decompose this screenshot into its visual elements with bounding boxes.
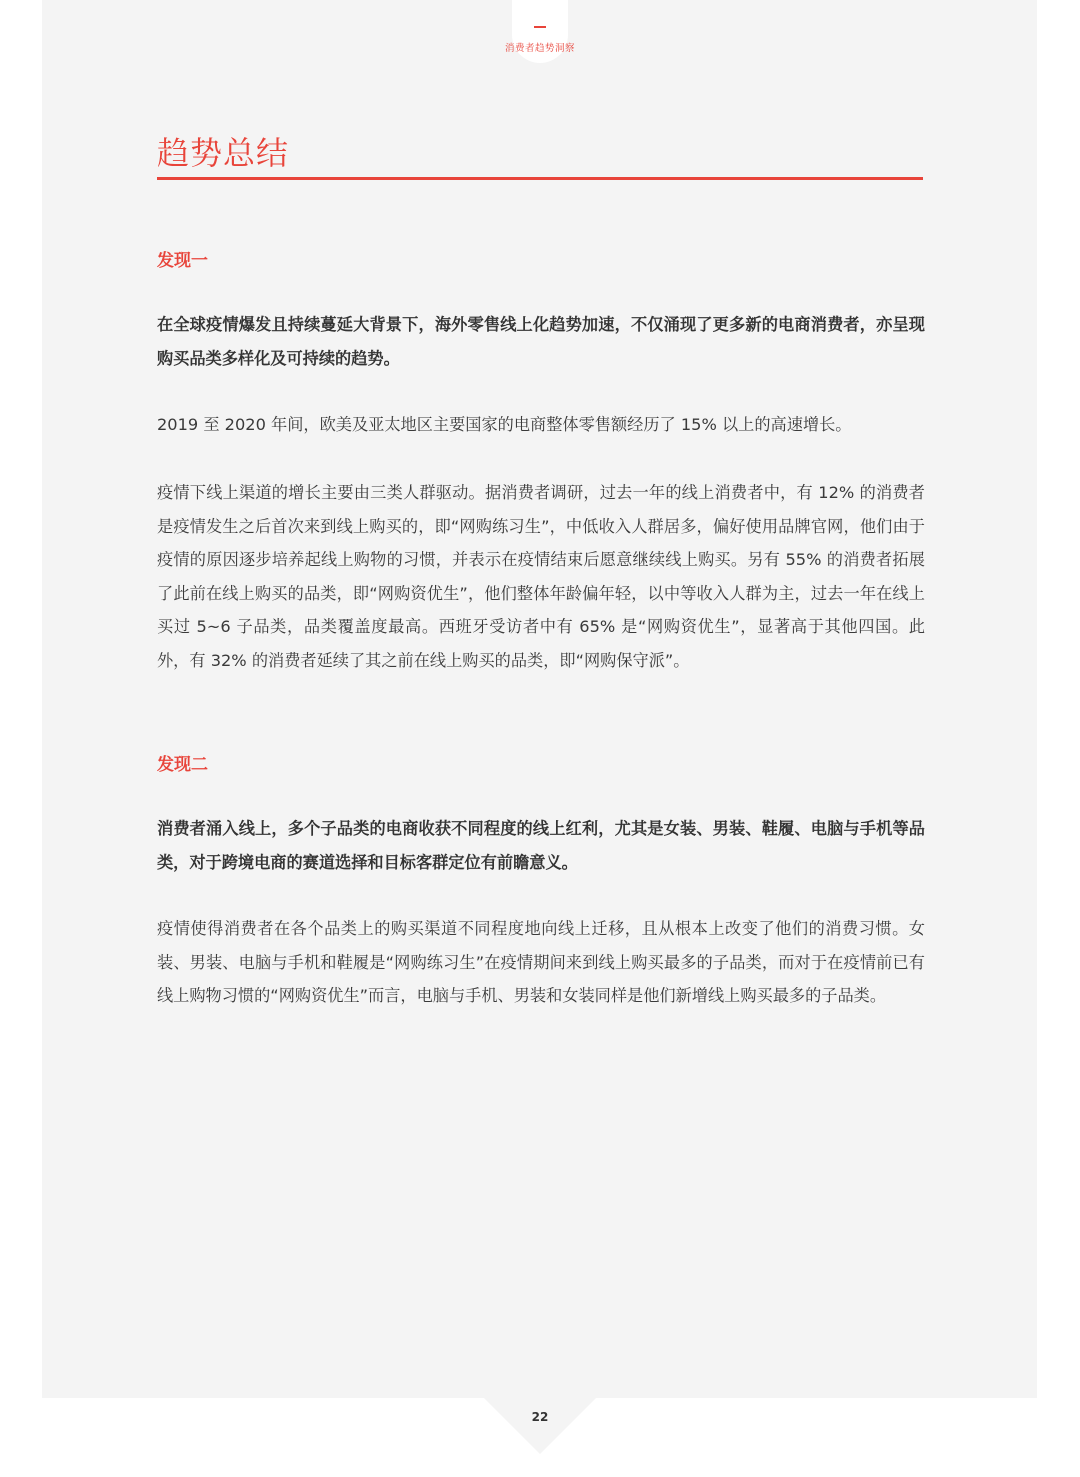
header-dash-mark [534,26,546,28]
finding-1-paragraph-2: 2019 至 2020 年间，欧美及亚太地区主要国家的电商整体零售额经历了 15% 以上的高速增长。 [157,415,852,434]
finding-1-summary: 在全球疫情爆发且持续蔓延大背景下，海外零售线上化趋势加速，不仅涌现了更多新的电商消费者，亦呈现购买品类多样化及可持续的趋势。 [157,315,925,368]
footer-notch [484,1398,596,1454]
page-number: 22 [531,1410,549,1424]
page-title: 趋势总结 [157,134,290,172]
finding-1-paragraph-3: 疫情下线上渠道的增长主要由三类人群驱动。据消费者调研，过去一年的线上消费者中，有 12% 的消费者是疫情发生之后首次来到线上购买的，即“网购练习生”，中低收入人群居多，偏好使用品牌官网，他们由于疫情的原因逐步培养起线上购物的习惯，并表示在疫情结束后愿意继续线上购买。另有 55% 的消费者拓展了此前在线上购买的品类，即“网购资优生”，他们整体年龄偏年轻，以中等收入人群为主，过去一年在线上买过 5~6 子品类，品类覆盖度最高。西班牙受访者中有 65% 是“网购资优生”，显著高于其他四国。此外，有 32% 的消费者延续了其之前在线上购买的品类，即“网购保守派”。 [157,483,925,670]
finding-2-paragraph-2: 疫情使得消费者在各个品类上的购买渠道不同程度地向线上迁移，且从根本上改变了他们的消费习惯。女装、男装、电脑与手机和鞋履是“网购练习生”在疫情期间来到线上购买最多的子品类，而对于在疫情前已有线上购物习惯的“网购资优生”而言，电脑与手机、男装和女装同样是他们新增线上购买最多的子品类。 [157,919,925,1006]
finding-2-summary: 消费者涌入线上，多个子品类的电商收获不同程度的线上红利，尤其是女装、男装、鞋履、电脑与手机等品类，对于跨境电商的赛道选择和目标客群定位有前瞻意义。 [157,819,925,872]
finding-2-label: 发现二 [157,755,208,775]
title-underline [157,177,923,180]
finding-1-label: 发现一 [157,251,208,271]
section-label: 消费者趋势洞察 [504,43,575,54]
document-page [42,0,1037,1398]
